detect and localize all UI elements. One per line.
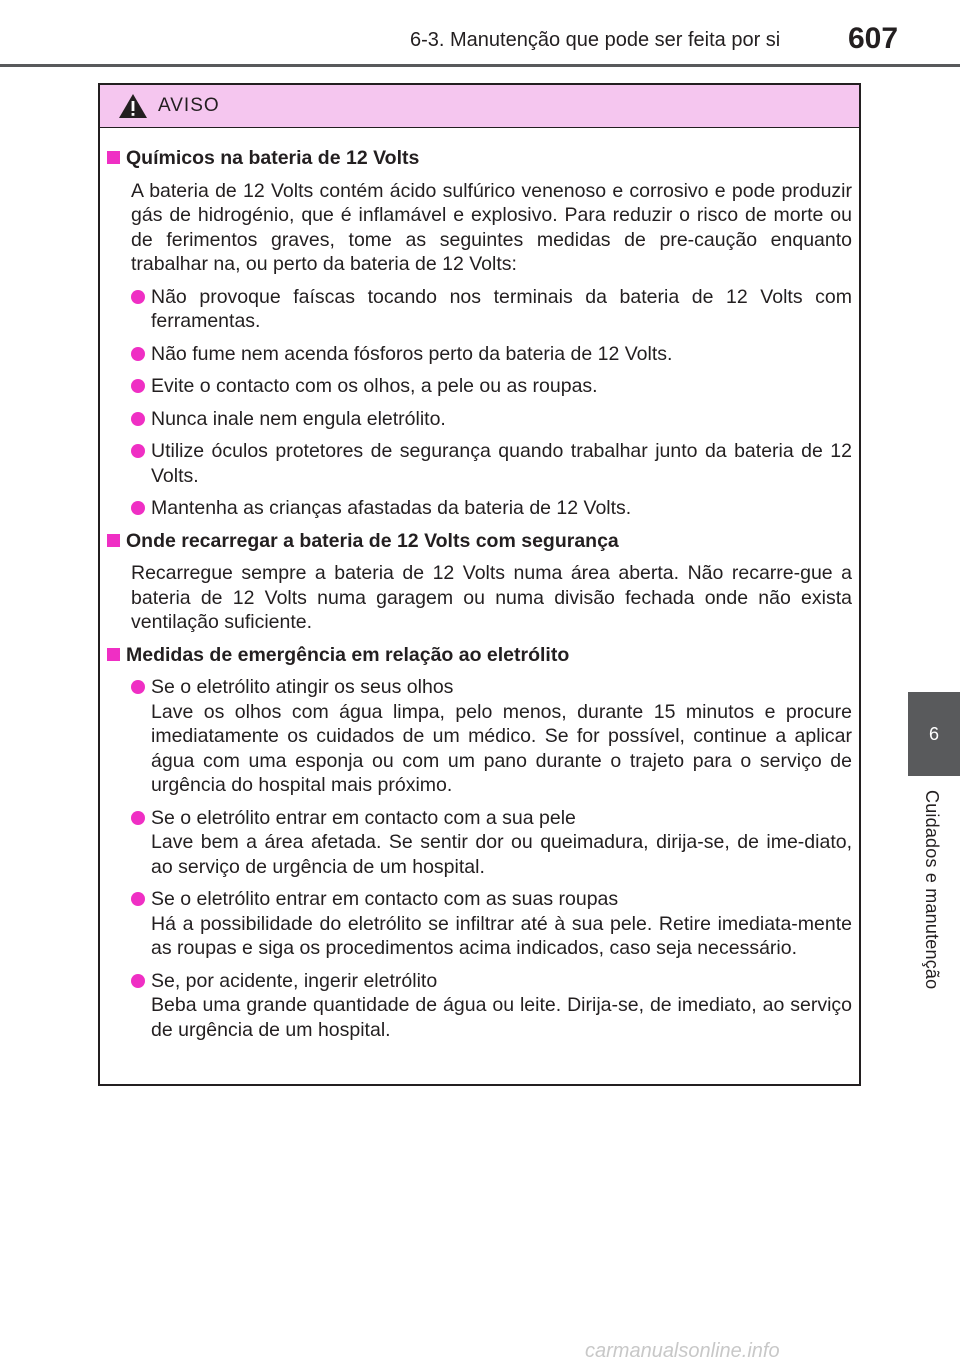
chapter-title: Cuidados e manutenção bbox=[922, 790, 942, 990]
list-item-body: Há a possibilidade do eletrólito se infiltrar até à sua pele. Retire imediata-mente as roupas e siga os procedimentos acima indicados, caso seja necessário. bbox=[151, 912, 852, 959]
list-item-title: Se o eletrólito atingir os seus olhos bbox=[151, 676, 454, 698]
round-bullet-icon bbox=[131, 501, 145, 515]
round-bullet-icon bbox=[131, 974, 145, 988]
section-paragraph: A bateria de 12 Volts contém ácido sulfúrico venenoso e corrosivo e pode produzir gás de hidrogénio, que é inflamável e explosivo. Para reduzir o risco de morte ou de ferimentos graves, tome as seguintes medidas de pre-caução enquanto trabalhar na, ou perto da bateria de 12 Volts: bbox=[131, 179, 852, 275]
list-item bbox=[131, 887, 852, 961]
list-item-text: Evite o contacto com os olhos, a pele ou as roupas. bbox=[151, 375, 598, 397]
page-number: 607 bbox=[848, 22, 899, 55]
header-divider bbox=[0, 64, 960, 67]
header-section-title: 6-3. Manutenção que pode ser feita por si bbox=[410, 29, 781, 51]
list-item-text: Não fume nem acenda fósforos perto da bateria de 12 Volts. bbox=[151, 342, 673, 365]
list-item-text: Nunca inale nem engula eletrólito. bbox=[151, 407, 446, 430]
list-item-body: Beba uma grande quantidade de água ou leite. Dirija-se, de imediato, ao serviço de urgência de um hospital. bbox=[151, 994, 852, 1041]
section-heading-text: Onde recarregar a bateria de 12 Volts com segurança bbox=[126, 529, 619, 552]
list-item-text bbox=[151, 806, 852, 880]
warning-body bbox=[100, 128, 859, 1042]
section-heading bbox=[107, 643, 852, 668]
list-item bbox=[131, 342, 852, 367]
square-bullet-icon bbox=[107, 151, 120, 164]
list-item-title: Se, por acidente, ingerir eletrólito bbox=[151, 969, 438, 992]
list-item-title: Se o eletrólito entrar em contacto com as suas roupas bbox=[151, 888, 619, 910]
section-heading-text: Medidas de emergência em relação ao eletrólito bbox=[126, 643, 570, 666]
round-bullet-icon bbox=[131, 347, 145, 361]
warning-header bbox=[100, 85, 859, 128]
round-bullet-icon bbox=[131, 412, 145, 426]
warning-box bbox=[98, 83, 861, 1086]
round-bullet-icon bbox=[131, 444, 145, 458]
list-item-body: Lave bem a área afetada. Se sentir dor ou queimadura, dirija-se, de ime-diato, ao serviço de urgência de um hospital. bbox=[151, 831, 852, 878]
square-bullet-icon bbox=[107, 648, 120, 661]
list-item-text bbox=[151, 887, 852, 961]
square-bullet-icon bbox=[107, 534, 120, 547]
list-item bbox=[131, 675, 852, 798]
round-bullet-icon bbox=[131, 290, 145, 304]
section-heading-text: Químicos na bateria de 12 Volts bbox=[126, 147, 420, 169]
list-item-text: Mantenha as crianças afastadas da bateria de 12 Volts. bbox=[151, 497, 632, 519]
list-item bbox=[131, 439, 852, 488]
chapter-tab bbox=[908, 692, 960, 776]
section-paragraph: Recarregue sempre a bateria de 12 Volts numa área aberta. Não recarre-gue a bateria de 12 Volts numa garagem ou numa divisão fechada onde não exista ventilação suficiente. bbox=[131, 562, 852, 633]
warning-triangle-icon bbox=[118, 93, 148, 119]
watermark: carmanualsonline.info bbox=[585, 1340, 780, 1362]
list-item-title: Se o eletrólito entrar em contacto com a sua pele bbox=[151, 806, 576, 829]
section-heading bbox=[107, 146, 852, 171]
list-item bbox=[131, 374, 852, 399]
list-item bbox=[131, 969, 852, 1043]
round-bullet-icon bbox=[131, 680, 145, 694]
list-item bbox=[131, 806, 852, 880]
list-item bbox=[131, 407, 852, 432]
section-heading bbox=[107, 529, 852, 554]
round-bullet-icon bbox=[131, 379, 145, 393]
warning-title: AVISO bbox=[158, 95, 220, 116]
list-item-body: Lave os olhos com água limpa, pelo menos, durante 15 minutos e procure imediatamente os cuidados de um médico. Se for possível, continue a aplicar água com uma esponja ou com um pano durante o trajeto para o serviço de urgência do hospital mais próximo. bbox=[151, 700, 852, 796]
list-item-text: Utilize óculos protetores de segurança quando trabalhar junto da bateria de 12 Volts. bbox=[151, 440, 852, 487]
round-bullet-icon bbox=[131, 811, 145, 825]
list-item-text bbox=[151, 675, 852, 798]
chapter-number: 6 bbox=[928, 723, 939, 744]
list-item bbox=[131, 285, 852, 334]
list-item bbox=[131, 496, 852, 521]
round-bullet-icon bbox=[131, 892, 145, 906]
list-item-text bbox=[151, 969, 852, 1043]
list-item-text: Não provoque faíscas tocando nos terminais da bateria de 12 Volts com ferramentas. bbox=[151, 285, 852, 332]
